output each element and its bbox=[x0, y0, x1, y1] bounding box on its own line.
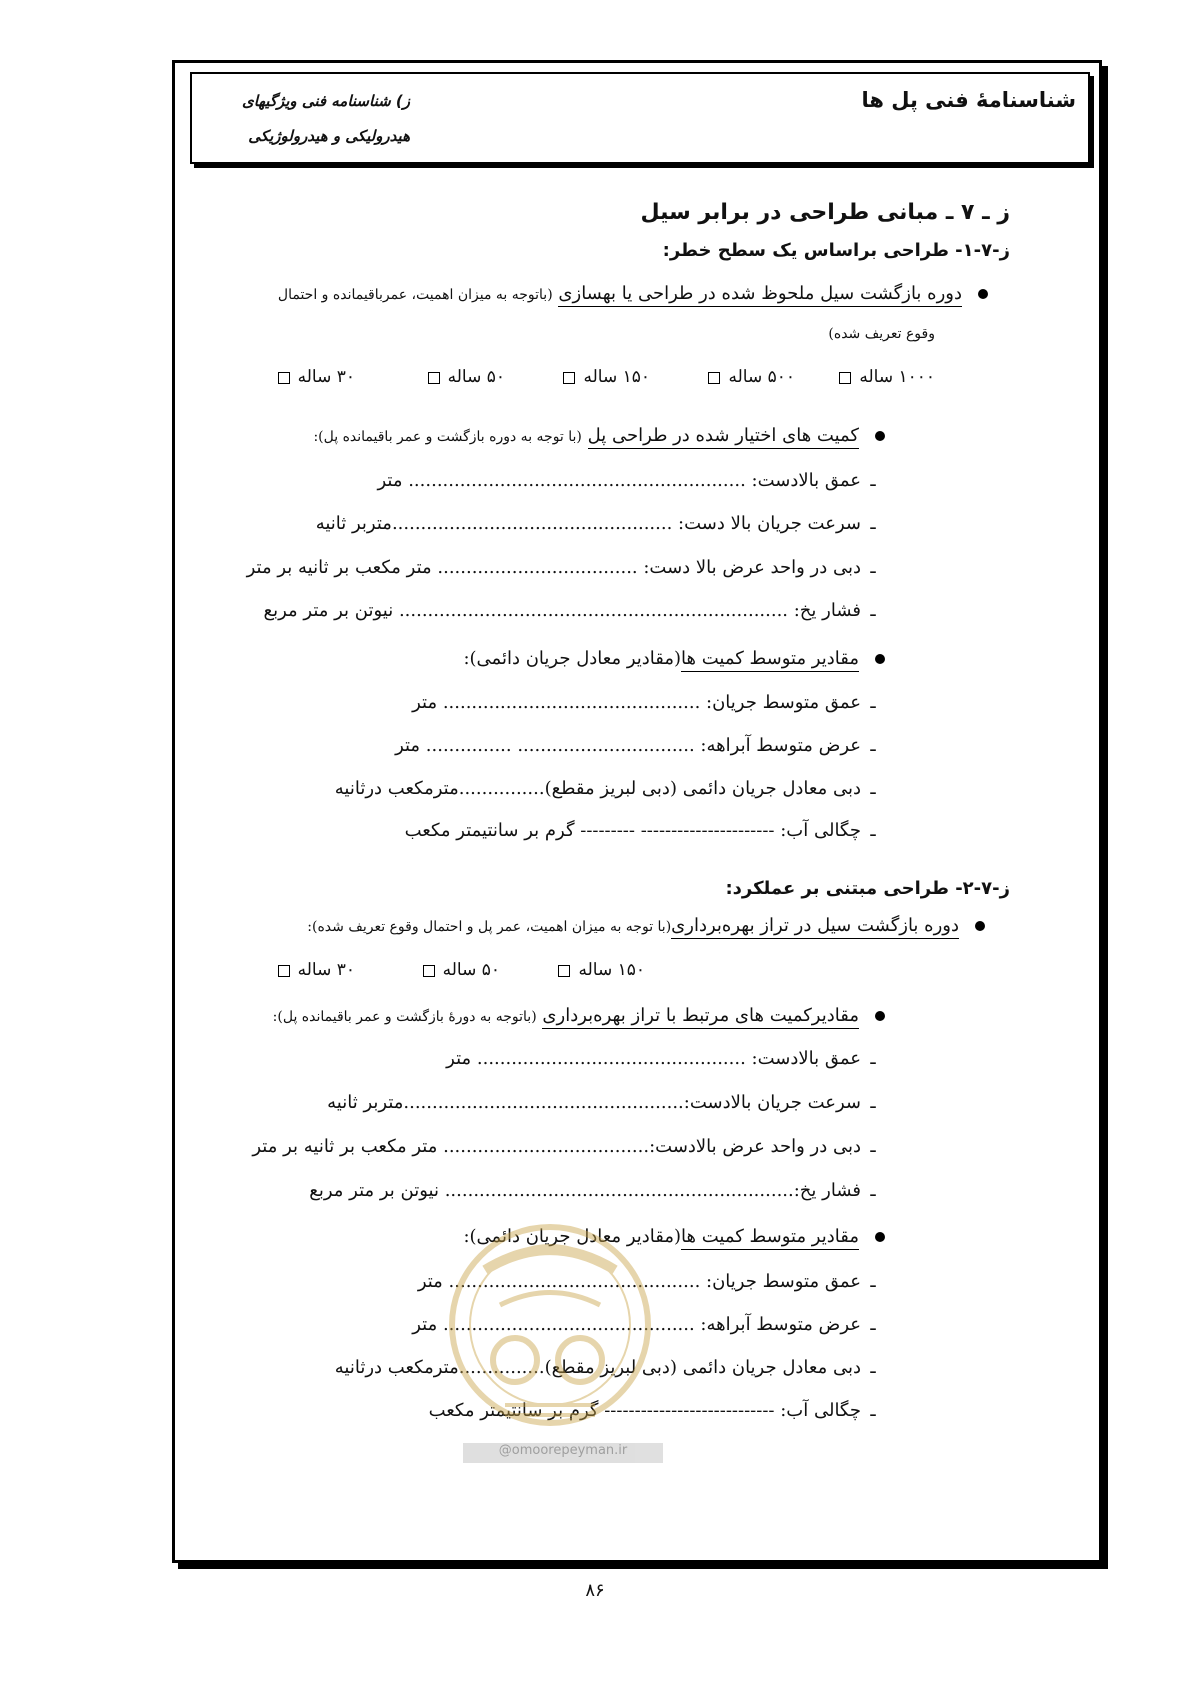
sub2-bullet3-main: مقادیر متوسط کمیت ها bbox=[681, 1226, 859, 1250]
sub2-item3-1: ـعرض متوسط آبراهه: ............................................ متر bbox=[412, 1314, 876, 1335]
sub1-item2-0: ـعمق بالادست: ........................................................... متر bbox=[377, 470, 876, 491]
option-50[interactable]: ۵۰ ساله bbox=[428, 367, 505, 387]
sub1-item3-2: ـدبی معادل جریان دائمی (دبی لبریز مقطع)...............مترمکعب درثانیه bbox=[334, 778, 876, 799]
sub2-item2-2: ـدبی در واحد عرض بالادست:.................................... متر مکعب بر ثانیه بر متر bbox=[252, 1136, 876, 1157]
sub2-bullet3-note: (مقادیر معادل جریان دائمی): bbox=[463, 1226, 682, 1247]
stamp-logo-icon bbox=[445, 1210, 655, 1440]
sub1-bullet1-note: (باتوجه به میزان اهمیت، عمرباقیمانده و احتمال bbox=[277, 287, 553, 303]
bullet-dot bbox=[875, 431, 885, 441]
option-150[interactable]: ۱۵۰ ساله bbox=[558, 960, 645, 980]
sub1-bullet1 bbox=[278, 283, 988, 304]
option-150[interactable]: ۱۵۰ ساله bbox=[563, 367, 650, 387]
sub2-item3-3: ـچگالی آب: ---------------------------- گرم بر سانتیمتر مکعب bbox=[428, 1400, 876, 1421]
sub2-bullet1-main: دوره بازگشت سیل در تراز بهره‌برداری bbox=[671, 915, 959, 939]
sub1-item2-2: ـدبی در واحد عرض بالا دست: ................................... متر مکعب بر ثانیه بر متر bbox=[246, 557, 876, 578]
sub1-item3-0: ـعمق متوسط جریان: ............................................. متر bbox=[412, 692, 876, 713]
sub2-bullet2 bbox=[273, 1005, 885, 1026]
checkbox[interactable] bbox=[428, 372, 440, 384]
checkbox[interactable] bbox=[563, 372, 575, 384]
sub2-item2-1: ـسرعت جریان بالادست:.................................................متربر ثانیه bbox=[327, 1092, 876, 1113]
sub2-bullet1-note: (با توجه به میزان اهمیت، عمر پل و احتمال وقوع تعریف شده): bbox=[307, 919, 672, 935]
sub2-bullet2-main: مقادیرکمیت های مرتبط با تراز بهره‌برداری bbox=[542, 1005, 859, 1029]
bullet-dot bbox=[978, 289, 988, 299]
option-500[interactable]: ۵۰۰ ساله bbox=[708, 367, 795, 387]
sub1-bullet1-note2: وقوع تعریف شده) bbox=[828, 326, 935, 342]
sub2-item3-0: ـعمق متوسط جریان: ............................................ متر bbox=[417, 1271, 876, 1292]
bullet-dot bbox=[875, 1232, 885, 1242]
sub2-item2-3: ـفشار یخ:............................................................. نیوتن بر متر مربع bbox=[309, 1180, 876, 1201]
checkbox[interactable] bbox=[708, 372, 720, 384]
sub1-item3-1: ـعرض متوسط آبراهه: ............................... ............... متر bbox=[395, 735, 876, 756]
sub1-item3-3: ـچگالی آب: ---------------------- --------- گرم بر سانتیمتر مکعب bbox=[404, 820, 876, 841]
sub2-bullet1 bbox=[307, 915, 985, 936]
sub1-bullet3-note: (مقادیر معادل جریان دائمی): bbox=[463, 648, 682, 669]
checkbox[interactable] bbox=[278, 372, 290, 384]
option-30[interactable]: ۳۰ ساله bbox=[278, 960, 355, 980]
subsection-1-title: ز-۷-۱- طراحی براساس یک سطح خطر: bbox=[662, 240, 1010, 261]
sub1-bullet3-main: مقادیر متوسط کمیت ها bbox=[681, 648, 859, 672]
sub2-item2-0: ـعمق بالادست: ............................................... متر bbox=[446, 1048, 876, 1069]
sub1-item2-3: ـفشار یخ: .................................................................... نیوتن بر متر مربع bbox=[263, 600, 876, 621]
sub2-bullet2-note: (باتوجه به دورهٔ بازگشت و عمر باقیمانده پل): bbox=[272, 1009, 537, 1025]
header-subtitle-line2: هیدرولیکی و هیدرولوژیکی bbox=[248, 127, 410, 145]
bullet-dot bbox=[875, 654, 885, 664]
sub2-item3-2: ـدبی معادل جریان دائمی (دبی لبریز مقطع)...............مترمکعب درثانیه bbox=[334, 1357, 876, 1378]
option-50[interactable]: ۵۰ ساله bbox=[423, 960, 500, 980]
page-header bbox=[190, 72, 1090, 164]
checkbox[interactable] bbox=[423, 965, 435, 977]
bullet-dot bbox=[975, 921, 985, 931]
header-subtitle-line1: ز) شناسنامه فنی ویژگیهای bbox=[242, 92, 410, 110]
option-1000[interactable]: ۱۰۰۰ ساله bbox=[839, 367, 935, 387]
sub1-bullet2 bbox=[313, 425, 885, 446]
sub1-bullet2-note: (با توجه به دوره بازگشت و عمر باقیمانده پل): bbox=[313, 429, 582, 445]
subsection-2-title: ز-۷-۲- طراحی مبتنی بر عملکرد: bbox=[725, 878, 1010, 899]
sub1-bullet1-main: دوره بازگشت سیل ملحوظ شده در طراحی یا بهسازی bbox=[558, 283, 962, 307]
section-title: ز ـ ۷ ـ مبانی طراحی در برابر سیل bbox=[640, 200, 1010, 225]
sub1-bullet3 bbox=[463, 648, 885, 669]
watermark: @omoorepeyman.ir bbox=[463, 1443, 663, 1463]
page-number: ۸۶ bbox=[585, 1580, 605, 1601]
checkbox[interactable] bbox=[839, 372, 851, 384]
header-title: شناسنامهٔ فنی پل ها bbox=[861, 88, 1076, 112]
checkbox[interactable] bbox=[558, 965, 570, 977]
sub1-bullet2-main: کمیت های اختیار شده در طراحی پل bbox=[588, 425, 859, 449]
checkbox[interactable] bbox=[278, 965, 290, 977]
option-30[interactable]: ۳۰ ساله bbox=[278, 367, 355, 387]
sub1-item2-1: ـسرعت جریان بالا دست: .................................................متربر ثانیه bbox=[315, 513, 876, 534]
bullet-dot bbox=[875, 1011, 885, 1021]
header-subtitle bbox=[210, 84, 410, 154]
